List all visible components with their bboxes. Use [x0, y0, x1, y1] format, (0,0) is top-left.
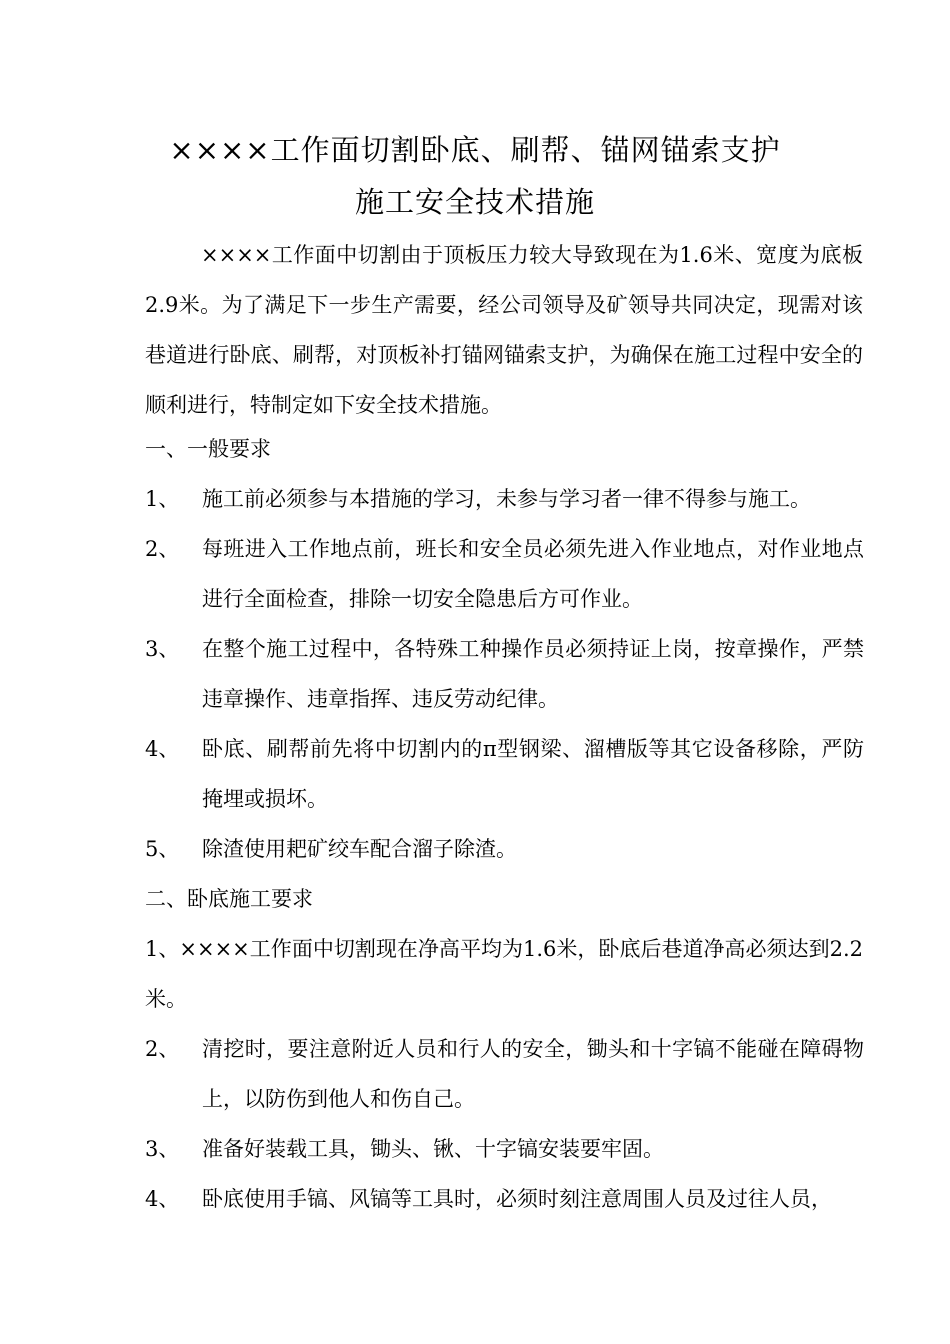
- document-title-line2: 施工安全技术措施: [354, 185, 595, 219]
- section1-item1-number: 1、: [145, 487, 180, 511]
- section2-item2-number: 2、: [145, 1037, 180, 1061]
- document-title-line1: ××××工作面切割卧底、刷帮、锚网锚索支护: [169, 133, 781, 167]
- section2-item3-number: 3、: [145, 1137, 180, 1161]
- section2-item4-text: 卧底使用手镐、风镐等工具时，必须时刻注意周围人员及过往人员，: [202, 1187, 832, 1211]
- section1-item3-number: 3、: [145, 637, 180, 661]
- section1-item1-text: 施工前必须参与本措施的学习，未参与学习者一律不得参与施工。: [202, 487, 811, 511]
- section1-item5-number: 5、: [145, 837, 180, 861]
- section1-item4-text: 卧底、刷帮前先将中切割内的π型钢梁、溜槽版等其它设备移除，严防掩埋或损坏。: [202, 737, 864, 811]
- section2-item3-text: 准备好装载工具，锄头、锹、十字镐安装要牢固。: [202, 1137, 664, 1161]
- section1-item3-text: 在整个施工过程中，各特殊工种操作员必须持证上岗，按章操作，严禁违章操作、违章指挥、违反劳动纪律。: [202, 637, 864, 711]
- section2-item4-number: 4、: [145, 1187, 180, 1211]
- section1-heading: 一、一般要求: [145, 437, 271, 461]
- section1-item5-text: 除渣使用耙矿绞车配合溜子除渣。: [202, 837, 517, 861]
- section1-item2-text: 每班进入工作地点前，班长和安全员必须先进入作业地点，对作业地点进行全面检查，排除一切安全隐患后方可作业。: [202, 537, 864, 611]
- section1-item2-number: 2、: [145, 537, 180, 561]
- section2-item2-text: 清挖时，要注意附近人员和行人的安全，锄头和十字镐不能碰在障碍物上，以防伤到他人和伤自己。: [202, 1037, 864, 1111]
- section2-heading: 二、卧底施工要求: [145, 887, 313, 911]
- section1-item4-number: 4、: [145, 737, 180, 761]
- intro-paragraph: ××××工作面中切割由于顶板压力较大导致现在为1.6米、宽度为底板2.9米。为了满足下一步生产需要，经公司领导及矿领导共同决定，现需对该巷道进行卧底、刷帮，对顶板补打锚网锚索支护，为确保在施工过程中安全的顺利进行，特制定如下安全技术措施。: [145, 243, 863, 417]
- section2-item1-text: 1、××××工作面中切割现在净高平均为1.6米，卧底后巷道净高必须达到2.2米。: [145, 937, 863, 1011]
